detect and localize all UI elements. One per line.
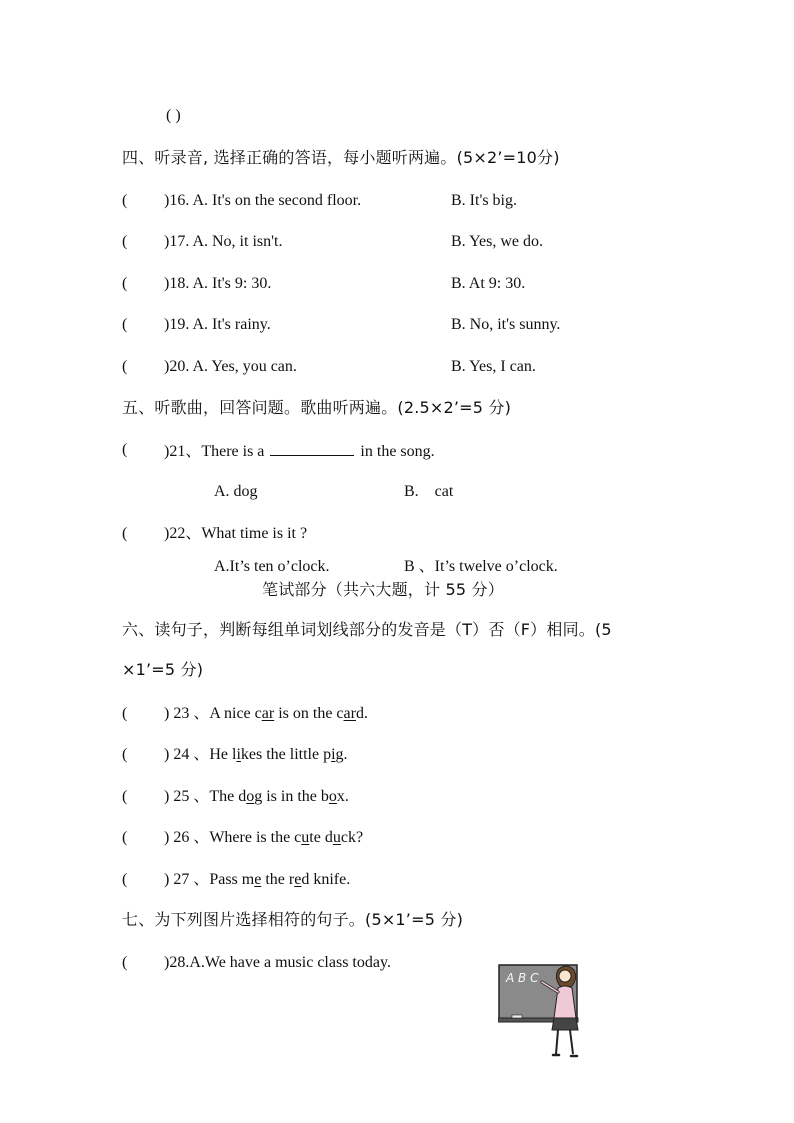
option-a: A. dog xyxy=(214,483,258,500)
underlined-part: e xyxy=(294,871,302,888)
board-letters: A B C xyxy=(506,971,539,985)
option-b: B. At 9: 30. xyxy=(451,275,526,292)
answer-paren[interactable]: ( xyxy=(122,233,128,250)
answer-paren[interactable]: ( xyxy=(122,316,128,333)
option-b: B. cat xyxy=(404,483,454,500)
sentence xyxy=(164,787,349,807)
underlined-part: ar xyxy=(261,705,275,722)
section4-heading: 四、听录音, 选择正确的答语，每小题听两遍。(5×2’=10分) xyxy=(122,148,560,167)
answer-paren[interactable]: ( xyxy=(122,829,128,846)
option-a: )19. A. It's rainy. xyxy=(164,316,271,333)
fill-blank[interactable] xyxy=(270,440,354,456)
text-part: d. xyxy=(355,705,368,722)
text-part: the r xyxy=(261,871,295,888)
option-b: B. Yes, we do. xyxy=(451,233,544,250)
teacher-blackboard-picture xyxy=(498,960,584,1060)
underlined-part: i xyxy=(331,746,336,763)
question-post: in the song. xyxy=(360,443,435,460)
sentence xyxy=(164,870,350,890)
question-text xyxy=(164,440,435,462)
section6-heading-line1: 六、读句子，判断每组单词划线部分的发音是（T）否（F）相同。(5 xyxy=(122,620,612,639)
underlined-part: o xyxy=(246,788,255,805)
section6-heading-line2: ×1’=5 分) xyxy=(122,660,204,679)
underlined-part: u xyxy=(301,829,310,846)
text-part: g. xyxy=(335,746,348,763)
option-b: B. No, it's sunny. xyxy=(451,316,561,333)
text-part: kes the little p xyxy=(240,746,332,763)
section5-heading: 五、听歌曲，回答问题。歌曲听两遍。(2.5×2’=5 分) xyxy=(122,398,512,417)
question-pre: )21、There is a xyxy=(164,443,265,460)
text-part: ) 25 、The d xyxy=(164,788,247,805)
answer-paren[interactable]: ( xyxy=(122,705,128,722)
option-a: )17. A. No, it isn't. xyxy=(164,233,283,250)
underlined-part: o xyxy=(328,788,337,805)
text-part: ) 26 、Where is the c xyxy=(164,829,302,846)
sentence xyxy=(164,745,348,765)
underlined-part: u xyxy=(332,829,341,846)
underlined-part: i xyxy=(236,746,241,763)
eraser xyxy=(512,1015,522,1018)
answer-paren[interactable]: ( xyxy=(122,441,128,458)
text-part: te d xyxy=(309,829,333,846)
option-a: A.It’s ten o’clock. xyxy=(214,558,330,575)
text-part: ) 23 、A nice c xyxy=(164,705,262,722)
sentence xyxy=(164,704,368,724)
sentence xyxy=(164,828,363,848)
option-b: B 、It’s twelve o’clock. xyxy=(404,558,558,575)
text-part: d knife. xyxy=(301,871,351,888)
answer-paren[interactable]: ( xyxy=(122,954,128,971)
option-a: )18. A. It's 9: 30. xyxy=(164,275,272,292)
answer-paren[interactable]: ( xyxy=(122,192,128,209)
answer-paren[interactable]: ( xyxy=(122,525,128,542)
text-part: ck? xyxy=(340,829,364,846)
option-a: )28.A.We have a music class today. xyxy=(164,954,391,971)
underlined-part: ar xyxy=(343,705,356,722)
text-part: ) 24 、He l xyxy=(164,746,237,763)
answer-paren[interactable]: ( xyxy=(122,746,128,763)
section7-heading: 七、为下列图片选择相符的句子。(5×1’=5 分) xyxy=(122,910,464,929)
answer-paren[interactable]: ( xyxy=(122,871,128,888)
text-part: x. xyxy=(336,788,349,805)
text-part: is on the c xyxy=(274,705,344,722)
option-b: B. It's big. xyxy=(451,192,517,209)
option-a: )16. A. It's on the second floor. xyxy=(164,192,362,209)
text-part: g is in the b xyxy=(254,788,329,805)
answer-paren[interactable]: ( xyxy=(122,275,128,292)
text-part: ) 27 、Pass m xyxy=(164,871,255,888)
written-part-title: 笔试部分（共六大题，计 55 分） xyxy=(262,580,504,599)
answer-paren[interactable]: ( xyxy=(122,358,128,375)
top-answer-paren[interactable]: ( ) xyxy=(166,107,181,124)
answer-paren[interactable]: ( xyxy=(122,788,128,805)
option-a: )20. A. Yes, you can. xyxy=(164,358,297,375)
option-b: B. Yes, I can. xyxy=(451,358,536,375)
underlined-part: e xyxy=(254,871,262,888)
question-text: )22、What time is it ? xyxy=(164,525,308,542)
